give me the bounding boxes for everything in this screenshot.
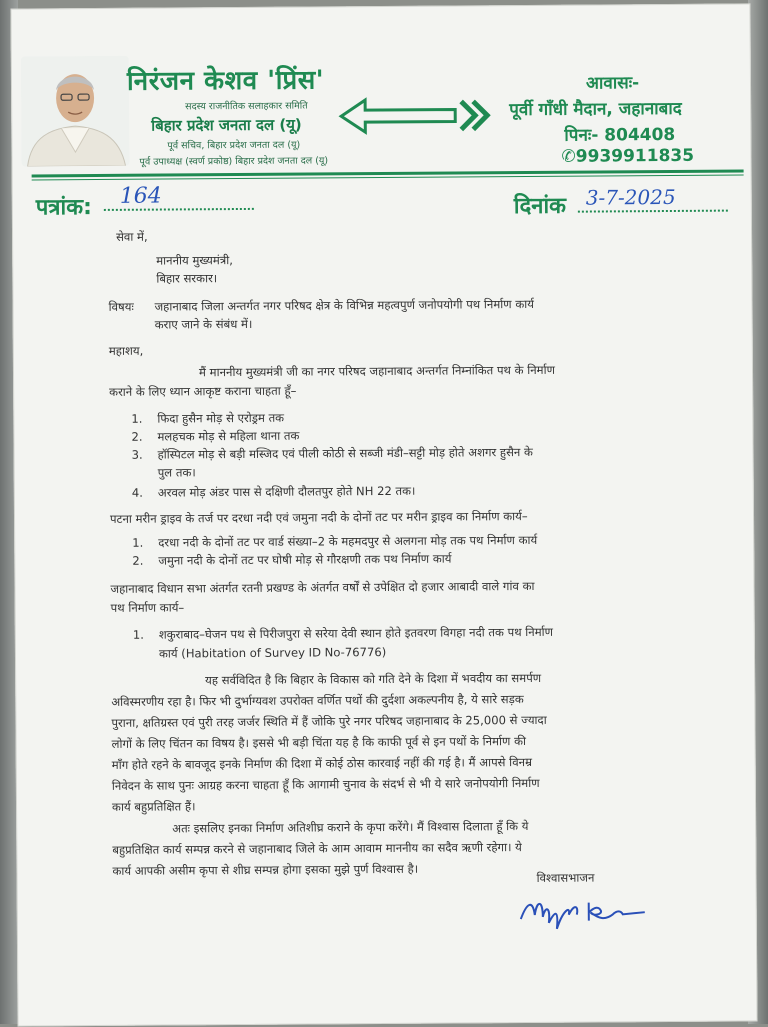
para2-line: कार्य आपकी असीम कृपा से शीघ्र सम्पन्न होगा इसका मुझे पुर्ण विश्वास है। xyxy=(112,861,419,878)
village-intro-1: जहानाबाद विधान सभा अंतर्गत रतनी प्रखण्ड के अंतर्गत वर्षों से उपेक्षित दो हजार आबादी वाले गांव का xyxy=(110,578,535,596)
salutation-to: सेवा में, xyxy=(116,229,148,244)
list3-item: शकुराबाद–घेजन पथ से पिरीजपुरा से सरेया देवी स्थान होते इतवरण विगहा नदी तक पथ निर्माण xyxy=(158,624,554,642)
list3-item-continuation: कार्य (Habitation of Survey ID No-76776) xyxy=(158,644,387,661)
list1-num: 2. xyxy=(131,429,143,444)
sender-role-1: सदस्य राजनीतिक सलाहकार समिति xyxy=(185,100,308,113)
para1-line: यह सर्वविदित है कि बिहार के विकास को गति देने के दिशा में भवदीय का समर्पण xyxy=(205,670,542,688)
list2-item: दरधा नदी के दोनों तट पर वार्ड संख्या–2 के महमदपुर से अलगना मोड़ तक पथ निर्माण कार्य xyxy=(158,532,538,550)
sender-role-2: पूर्व सचिव, बिहार प्रदेश जनता दल (यू) xyxy=(167,139,301,152)
address-line: पूर्वी गाँधी मैदान, जहानाबाद xyxy=(509,98,682,121)
sender-photo xyxy=(21,56,130,167)
list1-num: 4. xyxy=(131,485,143,500)
date-value: 3-7-2025 xyxy=(585,184,676,210)
intro-line-1: मैं माननीय मुख्यमंत्री जी का नगर परिषद जहानाबाद अन्तर्गत निम्नांकित पथ के निर्माण xyxy=(198,362,556,380)
para1-line: निवेदन के साथ पुनः आग्रह करना चाहता हूँ कि आगामी चुनाव के संदर्भ से भी ये सारे जनोपयोगी निर्माण xyxy=(111,775,540,793)
list1-item-continuation: पुल तक। xyxy=(157,465,196,480)
subject-line-1: जहानाबाद जिला अन्तर्गत नगर परिषद क्षेत्र के विभिन्न महत्वपुर्ण जनोपयोगी पथ निर्माण कार्य xyxy=(154,296,534,314)
list1-num: 3. xyxy=(131,447,143,462)
reference-label: पत्रांक: xyxy=(35,195,92,221)
list2-item: जमुना नदी के दोनों तट पर घोषी मोड़ से गौरक्षणी तक पथ निर्माण कार्य xyxy=(158,551,452,568)
marine-intro: पटना मरीन ड्राइव के तर्ज पर दरधा नदी एवं जमुना नदी के दोनों तट पर मरीन ड्राइव का निर्माण कार्य– xyxy=(109,508,528,526)
signature xyxy=(513,884,653,935)
list1-item: हॉस्पिटल मोड़ से बड़ी मस्जिद एवं पीली कोठी से सब्जी मंडी–सट्टी मोड़ होते अशगर हुसैन के xyxy=(157,444,533,462)
letter-sheet xyxy=(10,3,757,1026)
list3-num: 1. xyxy=(132,627,144,642)
list1-item: फिदा हुसैन मोड़ से एरोड्रम तक xyxy=(157,410,285,426)
village-intro-2: पथ निर्माण कार्य– xyxy=(110,600,185,615)
closing: विश्वासभाजन xyxy=(536,870,595,885)
para1-line: माँग होते रहने के बावजूद इनके निर्माण की दिशा में कोई ठोस कारवाई नहीं की गई है। मैं आपसे विनम्र xyxy=(111,754,533,772)
recipient-line-2: बिहार सरकार। xyxy=(156,271,218,286)
arrow-left-icon xyxy=(337,93,497,138)
sender-name: निरंजन केशव 'प्रिंस' xyxy=(126,65,325,97)
address-label: आवासः- xyxy=(585,73,640,94)
list1-item: मलहचक मोड़ से महिला थाना तक xyxy=(157,428,300,444)
para1-line: पुराना, क्षतिग्रस्त एवं पुरी तरह जर्जर स्थिति में हैं जोकि पुरे नगर परिषद जहानाबाद के 25,000 से ज्यादा xyxy=(111,712,547,730)
para2-line: बहुप्रतिक्षित कार्य सम्पन्न करने से जहानाबाद जिले के आम आवाम माननीय का सदैव ऋणी रहेगा। ये xyxy=(112,840,522,857)
list1-num: 1. xyxy=(131,411,143,426)
recipient-line-1: माननीय मुख्यमंत्री, xyxy=(156,253,233,268)
subject-label: विषयः xyxy=(108,299,134,314)
list2-num: 2. xyxy=(132,553,144,568)
sender-party: बिहार प्रदेश जनता दल (यू) xyxy=(151,115,302,135)
address-phone: ✆9939911835 xyxy=(561,145,695,167)
greeting: महाशय, xyxy=(108,343,144,358)
para1-line: अविस्मरणीय रहा है। फिर भी दुर्भाग्यवश उपरोक्त वर्णित पथों की दुर्दशा अकल्पनीय है, ये सारे सड़क xyxy=(111,692,524,709)
reference-number: 164 xyxy=(119,183,162,209)
list1-item: अरवल मोड़ अंडर पास से दक्षिणी दौलतपुर होते NH 22 तक। xyxy=(157,483,416,500)
list2-num: 1. xyxy=(132,535,144,550)
address-pin: पिनः- 804408 xyxy=(564,124,676,146)
date-dotted-line xyxy=(578,210,728,213)
subject-line-2: कराए जाने के संबंध में। xyxy=(154,316,253,332)
para1-line: कार्य बहुप्रतिक्षित हैं। xyxy=(111,799,196,814)
para1-line: लोगों के लिए चिंतन का विषय है। इससे भी बड़ी चिंता यह है कि काफी पूर्व से इन पथों के निर्माण की xyxy=(111,734,527,751)
para2-line: अतः इसलिए इनका निर्माण अतिशीघ्र कराने के कृपा करेंगे। मैं विश्वास दिलाता हूँ कि ये xyxy=(172,818,529,836)
date-label: दिनांक xyxy=(513,193,567,220)
sender-role-3: पूर्व उपाध्यक्ष (स्वर्ण प्रकोष्ठ) बिहार प्रदेश जनता दल (यू) xyxy=(139,155,329,168)
intro-line-2: कराने के लिए ध्यान आकृष्ट कराना चाहता हूँ– xyxy=(109,383,297,399)
